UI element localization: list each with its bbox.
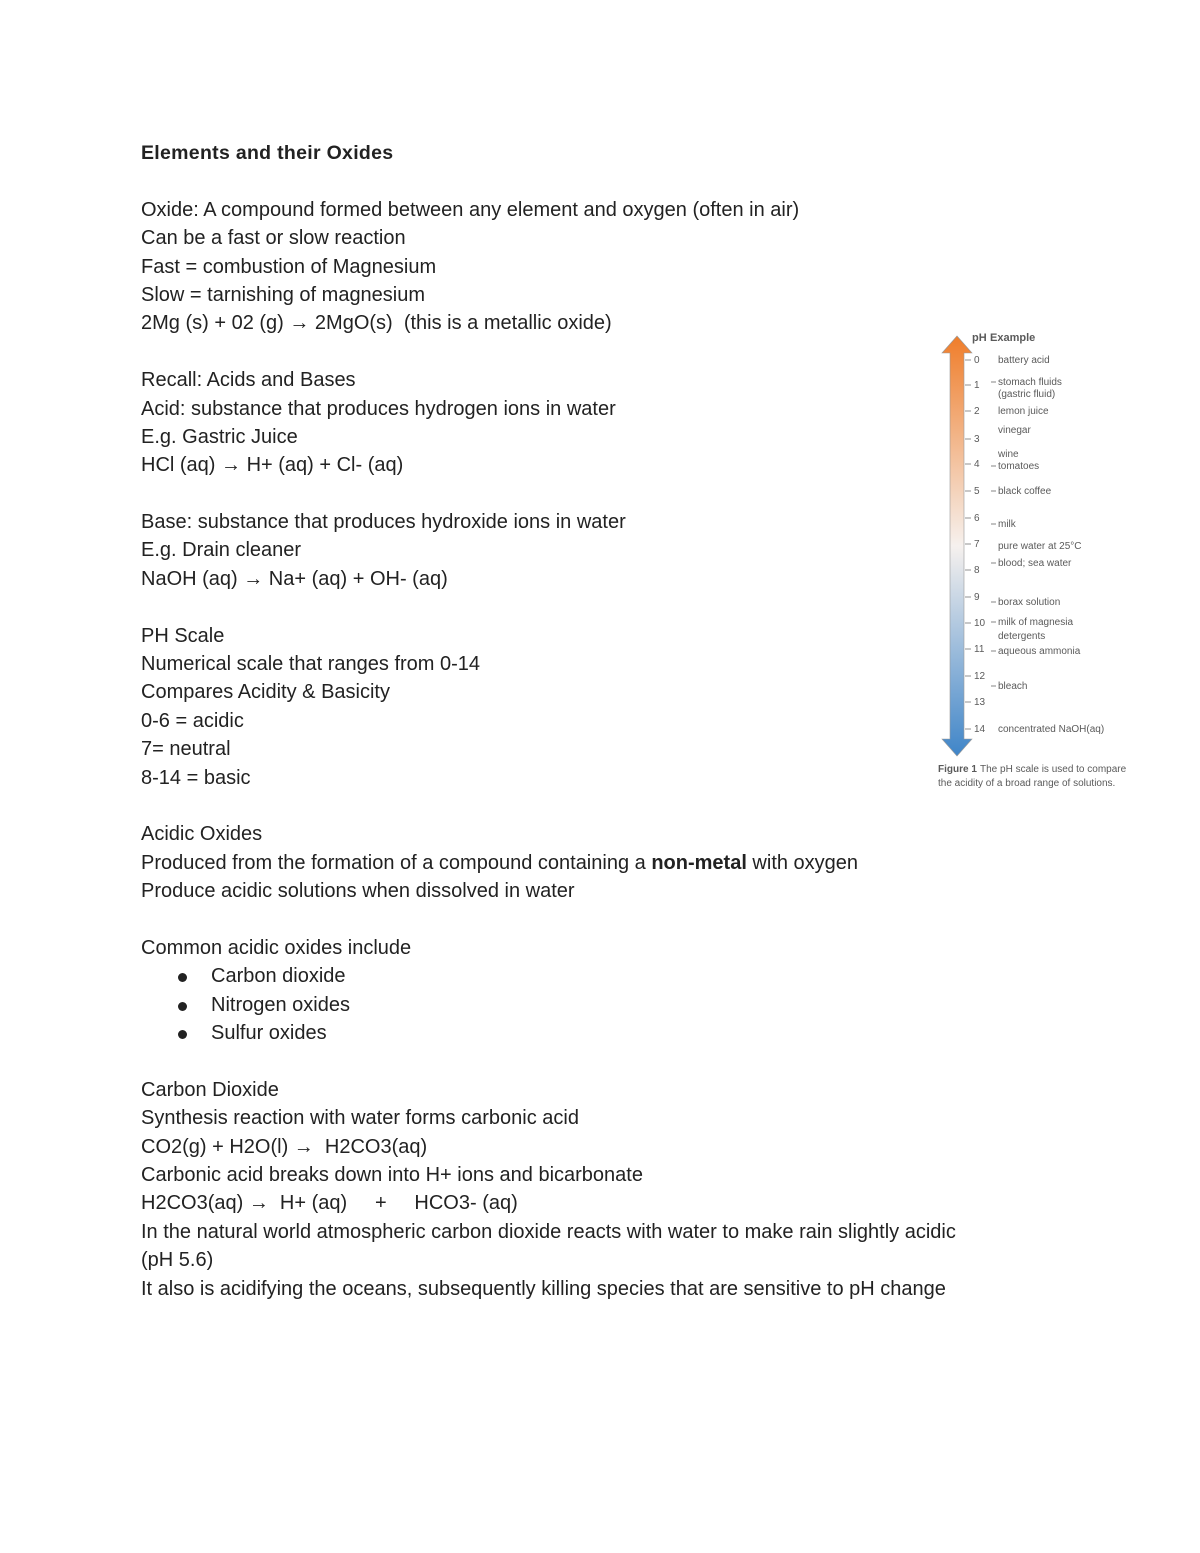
- ph-range: Numerical scale that ranges from 0-14: [141, 653, 481, 676]
- spacer: [141, 792, 1041, 820]
- oxide-speed: Can be a fast or slow reaction: [141, 227, 406, 250]
- natural-world-text: In the natural world atmospheric carbon dioxide reacts with water to make rain slightly acidic: [141, 1220, 956, 1243]
- ph-example-label: borax solution: [998, 597, 1061, 608]
- produced-prefix: Produced from the formation of a compound containing a: [141, 851, 652, 874]
- ph-compares: Compares Acidity & Basicity: [141, 681, 390, 704]
- ph-example-label: pure water at 25°C: [998, 541, 1082, 552]
- header-example: Example: [990, 332, 1036, 344]
- ph-example-label: battery acid: [998, 355, 1050, 366]
- spacer: [141, 1048, 1041, 1076]
- ph-example-label: black coffee: [998, 486, 1052, 497]
- oxide-definition: Oxide: A compound formed between any element and oxygen (often in air): [141, 198, 800, 221]
- list-item-label: Sulfur oxides: [211, 1022, 327, 1045]
- ph-number-12: 12: [974, 671, 986, 682]
- bullet-icon: [178, 1030, 187, 1039]
- ph-example-label: milk: [998, 519, 1016, 530]
- list-item-label: Carbon dioxide: [211, 965, 346, 988]
- figure-caption-line2: the acidity of a broad range of solutions.: [938, 778, 1116, 789]
- spacer: [141, 167, 1041, 195]
- ph-example-label: lemon juice: [998, 406, 1049, 417]
- ph-scale-svg: [934, 326, 1134, 796]
- list-item-label: Nitrogen oxides: [211, 993, 350, 1016]
- acid-example: E.g. Gastric Juice: [141, 425, 298, 448]
- ph-example-label: concentrated NaOH(aq): [998, 724, 1105, 735]
- ph-example-label: (gastric fluid): [998, 389, 1056, 400]
- produced-suffix: with oxygen: [746, 851, 859, 874]
- ph-number-10: 10: [974, 618, 986, 629]
- common-oxides-list: [141, 962, 1041, 1047]
- ph-basic: 8-14 = basic: [141, 766, 251, 789]
- ph-number-0: 0: [974, 355, 980, 366]
- acidic-oxides-heading: Acidic Oxides: [141, 823, 263, 846]
- ph-number-14: 14: [974, 724, 986, 735]
- acidic-oxides-solutions: Produce acidic solutions when dissolved in water: [141, 880, 575, 903]
- base-equation: NaOH (aq) → Na+ (aq) + OH- (aq): [141, 567, 448, 590]
- bullet-icon: [178, 1002, 187, 1011]
- ph-number-4: 4: [974, 459, 980, 470]
- ph-acidic: 0-6 = acidic: [141, 709, 244, 732]
- ph-examples: [991, 355, 1104, 735]
- common-oxides-heading: Common acidic oxides include: [141, 936, 412, 959]
- ph-arrow-icon: [942, 336, 972, 756]
- non-metal-emphasis: non-metal: [651, 851, 747, 874]
- base-definition: Base: substance that produces hydroxide ions in water: [141, 511, 626, 534]
- list-item: [141, 1019, 1041, 1047]
- ph-scale-figure: [934, 326, 1134, 796]
- list-item: [141, 991, 1041, 1019]
- figure-caption-line1: The pH scale is used to compare: [980, 764, 1127, 775]
- ph-number-11: 11: [974, 644, 985, 655]
- document-body: [141, 139, 1041, 1303]
- header-ph: pH: [972, 332, 987, 344]
- ph-number-7: 7: [974, 539, 980, 550]
- oxide-slow: Slow = tarnishing of magnesium: [141, 283, 426, 306]
- ph-number-6: 6: [974, 513, 980, 524]
- ph-example-label: blood; sea water: [998, 558, 1072, 569]
- spacer: [141, 593, 1041, 621]
- acids-bases-heading: Recall: Acids and Bases: [141, 369, 356, 392]
- spacer: [141, 338, 1041, 366]
- page-title: Elements and their Oxides: [141, 142, 394, 164]
- base-example: E.g. Drain cleaner: [141, 539, 302, 562]
- ph-heading: PH Scale: [141, 624, 225, 647]
- ph-neutral: 7= neutral: [141, 738, 231, 761]
- ph-number-13: 13: [974, 697, 986, 708]
- rain-ph-value: (pH 5.6): [141, 1249, 214, 1272]
- synthesis-text: Synthesis reaction with water forms carbonic acid: [141, 1107, 579, 1130]
- ph-example-label: tomatoes: [998, 461, 1040, 472]
- carbonic-equation: CO2(g) + H2O(l) → H2CO3(aq): [141, 1135, 428, 1158]
- ph-number-1: 1: [974, 380, 980, 391]
- ph-example-label: vinegar: [998, 425, 1031, 436]
- acid-definition: Acid: substance that produces hydrogen ions in water: [141, 397, 616, 420]
- ph-example-label: detergents: [998, 631, 1046, 642]
- ph-numbers: [965, 355, 986, 735]
- bicarbonate-equation: H2CO3(aq) → H+ (aq) + HCO3- (aq): [141, 1192, 518, 1215]
- carbon-dioxide-heading: Carbon Dioxide: [141, 1078, 279, 1101]
- spacer: [141, 906, 1041, 934]
- acid-equation: HCl (aq) → H+ (aq) + Cl- (aq): [141, 454, 404, 477]
- figure-caption-label: Figure 1: [938, 764, 977, 775]
- ph-example-label: bleach: [998, 681, 1028, 692]
- ph-example-label: wine: [998, 449, 1019, 460]
- oceans-text: It also is acidifying the oceans, subsequently killing species that are sensitive to pH change: [141, 1277, 946, 1300]
- ph-number-8: 8: [974, 565, 980, 576]
- spacer: [141, 480, 1041, 508]
- breakdown-text: Carbonic acid breaks down into H+ ions and bicarbonate: [141, 1164, 643, 1187]
- ph-number-3: 3: [974, 434, 980, 445]
- magnesium-equation: 2Mg (s) + 02 (g) → 2MgO(s) (this is a metallic oxide): [141, 312, 612, 335]
- ph-number-9: 9: [974, 592, 980, 603]
- ph-example-label: milk of magnesia: [998, 617, 1074, 628]
- oxide-fast: Fast = combustion of Magnesium: [141, 255, 437, 278]
- list-item: [141, 962, 1041, 990]
- acidic-oxides-produced: [141, 849, 1041, 877]
- ph-number-2: 2: [974, 406, 980, 417]
- ph-example-label: stomach fluids: [998, 377, 1062, 388]
- ph-example-label: aqueous ammonia: [998, 646, 1081, 657]
- bullet-icon: [178, 973, 187, 982]
- ph-number-5: 5: [974, 486, 980, 497]
